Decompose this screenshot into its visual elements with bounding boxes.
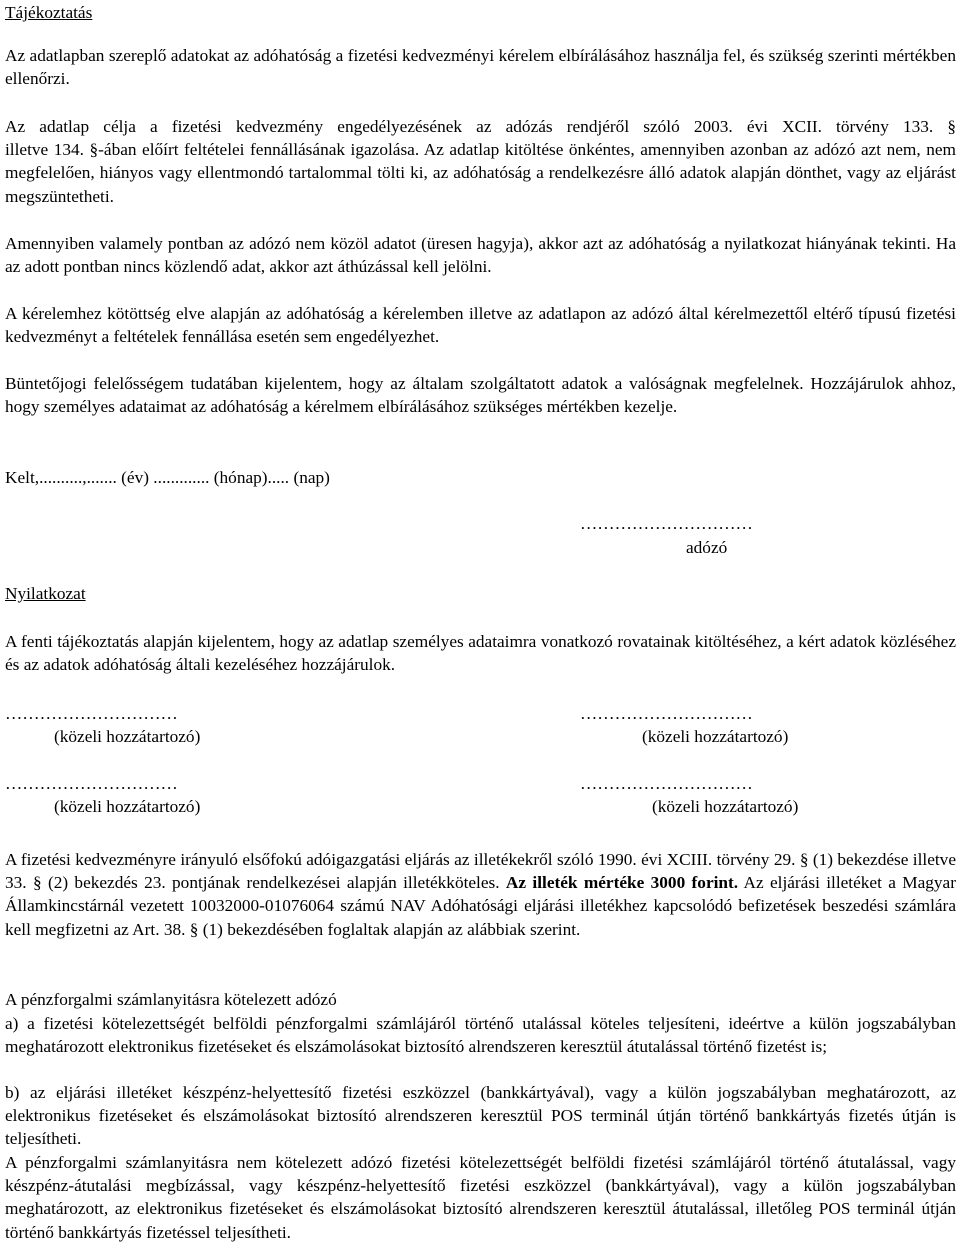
relative-label-1: (közeli hozzátartozó): [54, 727, 201, 746]
relative-signature-dots-1: …………………………: [5, 704, 178, 723]
paragraph-option-b: b) az eljárási illetéket készpénz-helyettesítő fizetési eszközzel (bankkártyával), vagy a külön jogszabályban meghatározott, az elektronikus fizetéseket és elszámolásokat biztosító alrendszeren keresztül POS terminál útján történő bankkártyás fizetés útján is teljesítheti.: [5, 1083, 956, 1149]
obligated-taxpayer-heading: A pénzforgalmi számlanyitásra kötelezett adózó: [5, 990, 337, 1009]
paragraph-purpose: Az adatlap célja a fizetési kedvezmény engedélyezésének az adózás rendjéről szóló 2003. évi XCII. törvény 133. § illetve 134. §-ában előírt feltételei fennállásának igazolása. Az adatlap kitöltése önkéntes, amennyiben azonban az adózó azt nem, nem megfelelően, hiányos vagy ellentmondó tartalommal tölti ki, az adóhatóság a rendelkezésre álló adatok alapján dönthet, vagy az eljárást megszüntetheti.: [5, 117, 956, 206]
relative-label-4: (közeli hozzátartozó): [652, 797, 799, 816]
relative-signature-dots-3: …………………………: [5, 774, 178, 793]
paragraph-request-binding: A kérelemhez kötöttség elve alapján az adóhatóság a kérelemben illetve az adatlapon az adózó által kérelmezettől eltérő típusú fizetési kedvezményt a feltételek fennállása esetén sem engedélyezhet.: [5, 304, 956, 347]
taxpayer-signature-dots: …………………………: [580, 514, 753, 533]
relative-signature-dots-4: …………………………: [580, 774, 753, 793]
paragraph-missing-data: Amennyiben valamely pontban az adózó nem közöl adatot (üresen hagyja), akkor azt az adóhatóság a nyilatkozat hiányának tekinti. Ha az adott pontban nincs közlendő adat, akkor azt áthúzással kell jelölni.: [5, 234, 956, 277]
date-line: Kelt,..........,....... (év) ............. (hónap)..... (nap): [5, 468, 330, 487]
paragraph-liability-statement: Büntetőjogi felelősségem tudatában kijelentem, hogy az általam szolgáltatott adatok a valóságnak megfelelnek. Hozzájárulok ahhoz, hogy személyes adataimat az adóhatóság a kérelmem elbírálásához szükséges mértékben kezelje.: [5, 374, 956, 417]
paragraph-non-obligated: A pénzforgalmi számlanyitásra nem kötelezett adózó fizetési kötelezettségét belföldi fizetési számlájáról történő átutalással, vagy készpénz-átutalási megbízással, vagy készpénz-helyettesítő fizetési eszközzel (bankkártyával), vagy a külön jogszabályban meghatározott, az elektronikus fizetéseket és elszámolásokat biztosító alrendszeren keresztül átutalással, illetőleg POS terminál útján történő bankkártyás fizetéssel teljesítheti.: [5, 1153, 956, 1242]
paragraph-data-usage: Az adatlapban szereplő adatokat az adóhatóság a fizetési kedvezményi kérelem elbírálásához használja fel, és szükség szerinti mértékben ellenőrzi.: [5, 46, 956, 89]
paragraph-consent: A fenti tájékoztatás alapján kijelentem, hogy az adatlap személyes adataimra vonatkozó rovatainak kitöltéséhez, a kért adatok közléséhez és az adatok adóhatóság általi kezeléséhez hozzájárulok.: [5, 632, 956, 675]
info-title: Tájékoztatás: [5, 3, 93, 22]
section-symbol: §: [947, 117, 956, 136]
relative-label-2: (közeli hozzátartozó): [642, 727, 789, 746]
paragraph-fee: A fizetési kedvezményre irányuló elsőfokú adóigazgatási eljárás az illetékekről szóló 1990. évi XCIII. törvény 29. § (1) bekezdése illetve 33. § (2) bekezdés 23. pontjának rendelkezései alapján illetékköteles. Az illeték mértéke 3000 forint. Az eljárási illetéket a Magyar Államkincstárnál vezetett 10032000-01076064 számú NAV Adóhatósági eljárási illetékhez kapcsolódó befizetések beszedési számlára kell megfizetni az Art. 38. § (1) bekezdésében foglaltak alapján az alábbiak szerint.: [5, 850, 956, 939]
paragraph-option-a: a) a fizetési kötelezettségét belföldi pénzforgalmi számlájáról történő utalással köteles teljesíteni, ideértve a külön jogszabályban meghatározott elektronikus fizetéseket és elszámolásokat biztosító alrendszeren keresztül átutalással történő fizetést is;: [5, 1014, 956, 1057]
relative-label-3: (közeli hozzátartozó): [54, 797, 201, 816]
fee-amount: Az illeték mértéke 3000 forint.: [505, 873, 739, 893]
taxpayer-label: adózó: [686, 538, 728, 557]
relative-signature-dots-2: …………………………: [580, 704, 753, 723]
declaration-title: Nyilatkozat: [5, 584, 86, 603]
